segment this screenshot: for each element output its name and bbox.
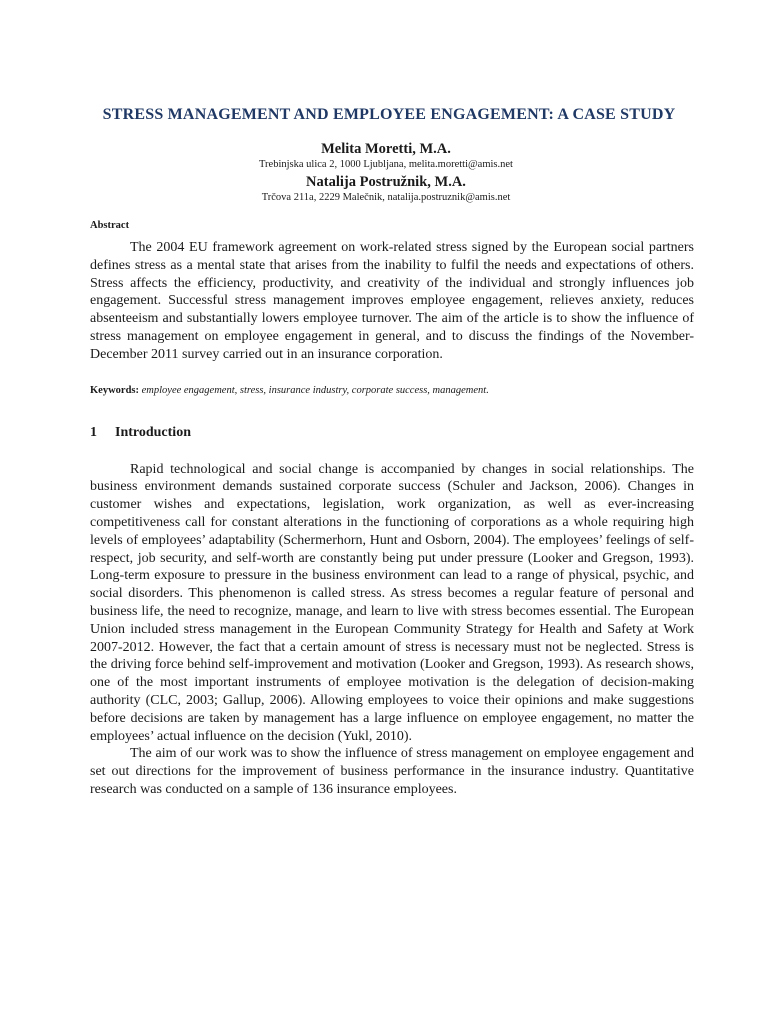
author-name: Melita Moretti, M.A. bbox=[321, 141, 451, 157]
author-address: Trčova 211a, 2229 Malečnik, natalija.postruznik@amis.net bbox=[261, 192, 511, 203]
intro-paragraph: Rapid technological and social change is accompanied by changes in social relationships. The business environment demands sustained corporate success (Schuler and Jackson, 2006). Changes in customer wishes and expectations, legislation, work organization, as well as ever-increasing competitiveness call for constant alterations in the functioning of corporations as a whole requiring high levels of employees’ adaptability (Schermerhorn, Hunt and Osborn, 2004). The employees’ feelings of self-respect, job security, and self-worth are constantly being put under pressure (Looker and Gregson, 1993). Long-term exposure to pressure in the business environment can lead to a range of physical, psychic, and social disorders. This phenomenon is called stress. As stress becomes a regular feature of personal and business life, the need to recognize, manage, and learn to live with stress becomes essential. The European Union included stress management in the European Community Strategy for Health and Safety at Work 2007-2012. However, the fact that a certain amount of stress is necessary must not be neglected. Stress is the driving force behind self-improvement and motivation (Looker and Gregson, 1993). As research shows, one of the most important instruments of employee motivation is the delegation of decision-making authority (CLC, 2003; Gallup, 2006). Allowing employees to voice their opinions and make suggestions before decisions are taken by management has a large influence on employee engagement, no matter the employees’ actual influence on the decision (Yukl, 2010). bbox=[90, 461, 694, 744]
keywords-value: employee engagement, stress, insurance industry, corporate success, management. bbox=[141, 384, 489, 396]
keywords-line bbox=[90, 384, 694, 398]
keywords-label: Keywords: bbox=[90, 384, 139, 396]
section-title: Introduction bbox=[115, 424, 191, 440]
author-name: Natalija Postružnik, M.A. bbox=[306, 174, 466, 190]
intro-paragraph: The aim of our work was to show the influence of stress management on employee engagement and set out directions for the improvement of business performance in the insurance industry. Quantitative research was conducted on a sample of 136 insurance employees. bbox=[90, 746, 694, 797]
abstract-heading: Abstract bbox=[90, 220, 130, 231]
abstract-text: The 2004 EU framework agreement on work-related stress signed by the European social partners defines stress as a mental state that arises from the inability to fulfil the needs and expectations of others. Stress affects the efficiency, productivity, and creativity of the individual and strongly influences job engagement. Successful stress management improves employee engagement, relieves anxiety, reduces absenteeism and substantially lowers employee turnover. The aim of the article is to show the influence of stress management on employee engagement in general, and to discuss the findings of the November-December 2011 survey carried out in an insurance corporation. bbox=[90, 240, 694, 362]
section-heading bbox=[90, 424, 694, 442]
author-block bbox=[78, 140, 694, 205]
paper-title: STRESS MANAGEMENT AND EMPLOYEE ENGAGEMENT: A CASE STUDY bbox=[102, 106, 676, 123]
section-number: 1 bbox=[90, 424, 97, 440]
author-address: Trebinjska ulica 2, 1000 Ljubljana, melita.moretti@amis.net bbox=[259, 159, 513, 170]
